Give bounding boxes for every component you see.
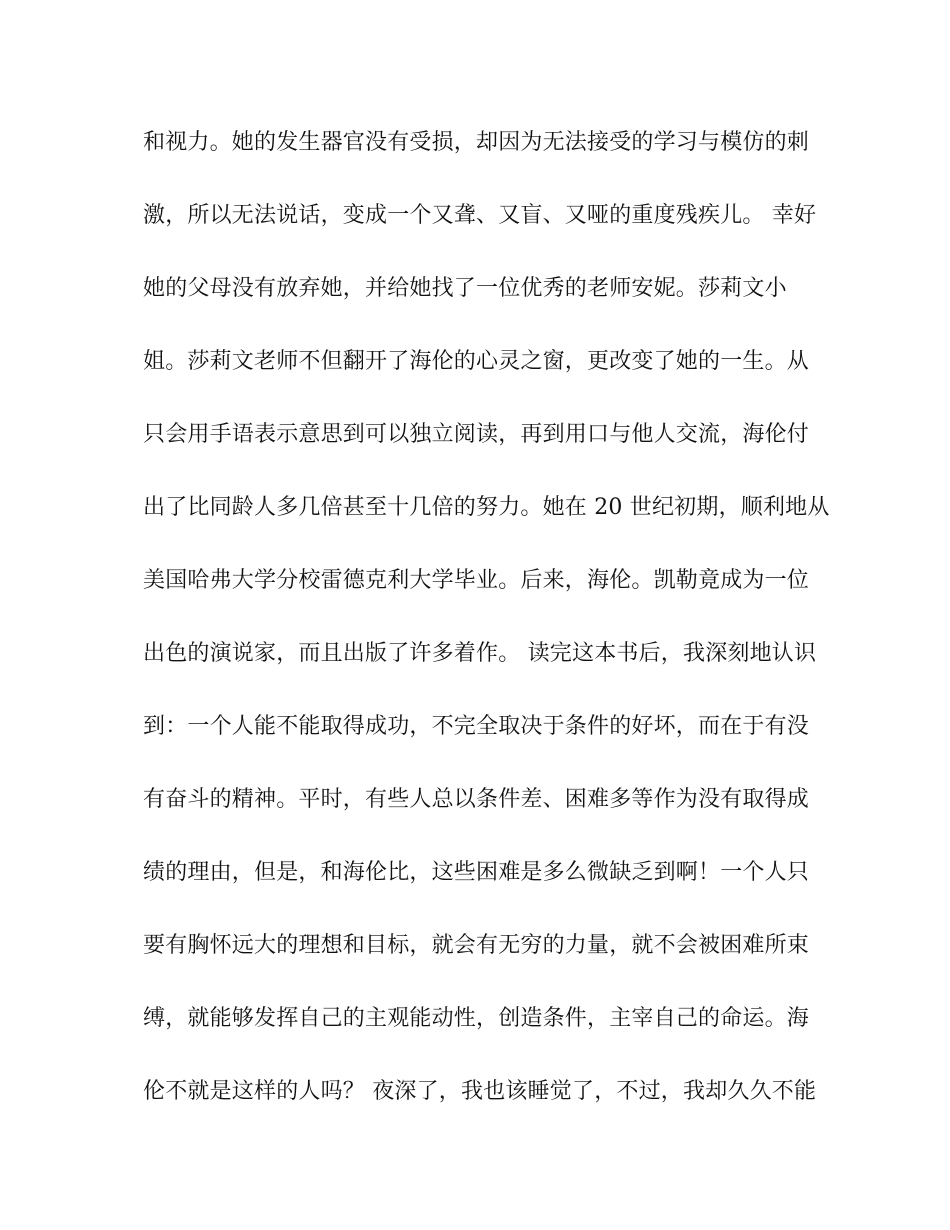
text-line: 绩的理由，但是，和海伦比，这些困难是多么微缺乏到啊！一个人只 xyxy=(143,860,810,885)
text-line: 到：一个人能不能取得成功，不完全取决于条件的好坏，而在于有没 xyxy=(143,714,810,739)
text-line: 姐。莎莉文老师不但翻开了海伦的心灵之窗，更改变了她的一生。从 xyxy=(143,349,810,374)
text-line: 要有胸怀远大的理想和目标，就会有无穷的力量，就不会被困难所束 xyxy=(143,933,810,958)
body-text xyxy=(143,120,830,1142)
text-line: 出了比同龄人多几倍甚至十几倍的努力。她在 20 世纪初期，顺利地从 xyxy=(143,495,830,520)
text-line: 只会用手语表示意思到可以独立阅读，再到用口与他人交流，海伦付 xyxy=(143,422,810,447)
text-line: 激，所以无法说话，变成一个又聋、又盲、又哑的重度残疾儿。 幸好 xyxy=(143,203,817,228)
text-line: 有奋斗的精神。平时，有些人总以条件差、困难多等作为没有取得成 xyxy=(143,787,810,812)
text-line: 美国哈弗大学分校雷德克利大学毕业。后来，海伦。凯勒竟成为一位 xyxy=(143,568,810,593)
text-line: 她的父母没有放弃她，并给她找了一位优秀的老师安妮。莎莉文小 xyxy=(143,276,787,301)
text-line: 出色的演说家，而且出版了许多着作。 读完这本书后，我深刻地认识 xyxy=(143,641,817,666)
text-line: 伦不就是这样的人吗？ 夜深了，我也该睡觉了，不过，我却久久不能 xyxy=(143,1079,817,1104)
text-line: 和视力。她的发生器官没有受损，却因为无法接受的学习与模仿的刺 xyxy=(143,130,810,155)
text-line: 缚，就能够发挥自己的主观能动性，创造条件，主宰自己的命运。海 xyxy=(143,1006,810,1031)
